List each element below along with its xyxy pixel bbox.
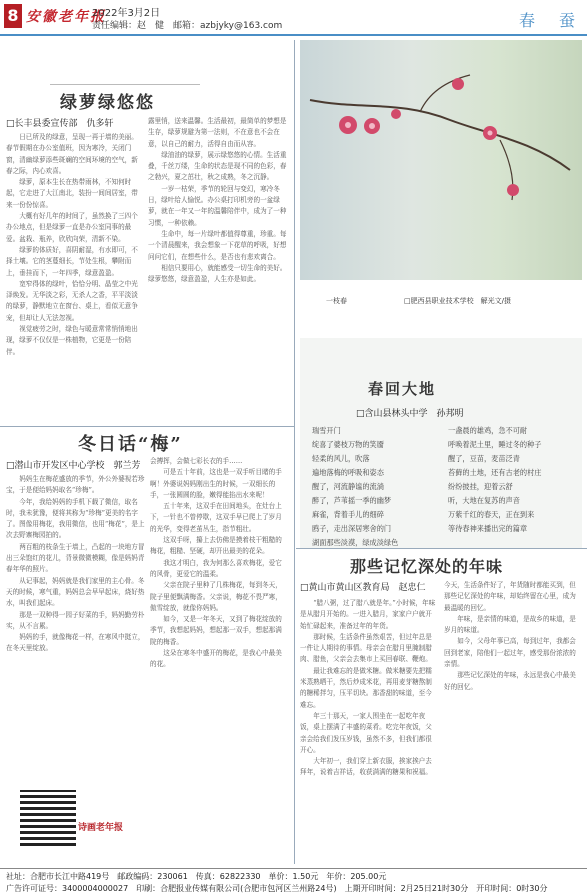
paragraph: 绿油油的绿萝，展示绿悠悠的心情。生活重叠，千丝万缕，生命的状态是现不同的色彩，春之勃兴，夏之茁壮，秋之成熟，冬之沉静。 <box>148 150 287 182</box>
paragraph: 这朵在寒冬中盛开的梅花，是我心中最美的花。 <box>150 649 282 669</box>
qr-code[interactable] <box>20 790 76 846</box>
paragraph: 父亲在院子里种了几株梅花，每到冬天，院子里便飘满梅香。父亲说，梅花不畏严寒，傲雪绽放，就像你妈妈。 <box>150 581 282 612</box>
plum-branch-illustration <box>300 40 582 280</box>
poem-byline: □含山县林头中学 孙邦明 <box>356 409 464 419</box>
poem-line: 麻雀，背着手儿的细碎 <box>312 510 384 519</box>
poem-line: 纷纷披挂，迎着云舒 <box>448 482 513 491</box>
poem-line: 醉了，芦苇摇一季的幽梦 <box>312 496 392 505</box>
paragraph: 我这才明白，我为何那么喜欢梅花，爱它的风骨，更爱它的温柔。 <box>150 558 282 578</box>
paragraph: “腊八粥，过了腊八就是年。”小时候，年味是从腊月开始的。一进入腊月，家家户户就开始忙碌起来，准备过年的年货。 <box>300 599 436 630</box>
poem-line: 湖面那些淡漠，绿成淡绿色 <box>312 538 399 547</box>
paragraph: 大概有好几年的时间了，虽然换了三四个办公地点，但是绿萝一直是办公室同事的最爱。盆栽、瓶养，欣欣向荣，清新不染。 <box>6 212 138 243</box>
paragraph: 可是五十年前，这也是一双手听目睹的手啊！外婆说妈妈刚出生的时候，一双细长的手，一张圆圆的脸，嫩得能掐出水来呢！ <box>150 468 282 499</box>
paragraph: 日已所及的绿意，呈现一再于墙的美丽。春节假期在办公室值班，因为寒冷，关闭门窗，清幽绿萝添些斑斓的空间环境的空气，新春之际，内心欢喜。 <box>6 133 138 175</box>
section-title: 春 蚕 <box>518 11 579 30</box>
photo-credit: □肥西县职业技术学校 解光文/摄 <box>404 297 511 305</box>
paragraph: 生命中，每一片绿叶都值得尊重，珍重。每一个清晨醒来，我会想象一下花草的呼吸，好想问问它们，在想些什么，是否也有悲欢离合。 <box>148 229 287 261</box>
paragraph: 那些记忆深处的年味，永远是我心中最美好的回忆。 <box>444 671 576 691</box>
footer-line-1: 社址：合肥市长江中路419号 邮政编码：230061 传真：62822330 单价：1.50元 年价：205.00元 <box>6 872 387 881</box>
plum-blossom-photo <box>300 40 582 280</box>
page-footer <box>0 868 587 895</box>
title-rule <box>50 84 200 85</box>
paragraph: 相信只要用心，就能感受一切生命的美好。绿萝悠悠，绿意盈盈，人生亦是如此。 <box>148 263 287 284</box>
paragraph: 如今，又是一年冬天，又到了梅花绽放的季节，我想起妈妈，想起那一双手，想起那满院的梅香。 <box>150 615 282 646</box>
issue-date: 2022年3月2日 <box>92 8 161 19</box>
paragraph: 今年，我给妈妈的手机下载了微信，取名时，我未犹豫，便将其称为“珍梅”更美的名字了。图像用梅花，我用微信，也用“梅花”，是上次去野寨梅园拍的。 <box>6 497 145 540</box>
article2-title: 冬日话“梅” <box>78 434 183 455</box>
page-header <box>0 0 587 36</box>
paragraph: 今天，生活条件好了，年货随时都能买到，但那些记忆深处的年味，却始终留在心里，成为最温暖的回忆。 <box>444 581 576 612</box>
poem-line: 等待春神来播出完的篇章 <box>448 524 528 533</box>
paragraph: 那是一双种得一园子好菜的手，妈妈勤劳朴实，从不言累。 <box>6 610 145 630</box>
article3-byline: □黄山市黄山区教育局 赵忠仁 <box>300 583 426 593</box>
article2-col1 <box>6 474 146 784</box>
paragraph: 会搏挥，会做七彩长衣的手…… <box>150 457 243 465</box>
paragraph: 这双手呀，攥上去仿佛是摸着枝干粗糙的梅花，粗糙、坚硬，却开出最美的花朵。 <box>150 536 282 556</box>
section-divider <box>0 426 294 427</box>
poem-right-column <box>448 424 578 536</box>
paragraph: 如今，父母年事已高，每到过年，我都会回到老家，陪他们一起过年，感受那份浓浓的亲情。 <box>444 637 576 669</box>
poem-line: 听，大地在复苏的声音 <box>448 496 520 505</box>
article2-col2 <box>150 456 288 860</box>
paragraph: 妈妈的手，就像梅花一样，在寒风中挺立，在冬天里绽放。 <box>6 633 145 653</box>
article3-col2 <box>444 580 582 862</box>
paragraph: 两百粗的枝条生于墙上，凸起的一块地方冒出三朵饱红的花儿，背景微微模糊，像是妈妈青春年华的照片。 <box>6 542 145 574</box>
paragraph: 妈妈生在梅花盛放的季节，外公外婆视若珍宝，于是便给妈妈取名“珍梅”。 <box>6 475 145 495</box>
paragraph: 年味，是亲情的味道，是故乡的味道，是岁月的味道。 <box>444 614 576 635</box>
article3-title: 那些记忆深处的年味 <box>350 557 504 576</box>
paragraph: 绿萝的体质好，喜阴耐湿，有水即可，不择土壤。它的茎蔓细长，节处生根，攀附而上，垂挂而下，一年四季，绿意盈盈。 <box>6 245 138 277</box>
poem-line: 呼唤着泥土里，睡过冬的种子 <box>448 440 542 449</box>
editor-line: 责任编辑：赵 健 邮箱：azbjyky@163.com <box>92 21 283 31</box>
paper-masthead: 安徽老年报 <box>26 9 106 25</box>
paragraph: 最让我难忘的是做米糖。做米糖要先把糯米蒸熟晒干，然后炒成米花，再用麦芽糖熬制的糖稀拌匀，压平切块。那香甜的味道，至今难忘。 <box>300 666 432 709</box>
paragraph: 露里悄，送来温馨。生活最初，最简单的梦想是生存，绿萝规避为第一法则，不在意也不会在意，以自己的耐力，活得自由而从容。 <box>148 117 287 148</box>
footer-line-2: 广告许可证号：3400004000027 印刷：合肥报业传媒有限公司(合肥市包河区兰州路24号) 上期开印时间：2月25日21时30分 开印时间：0时30分 <box>6 884 548 893</box>
column-divider <box>294 40 295 864</box>
paragraph: 大年初一，我们穿上新衣服，挨家挨户去拜年，说着吉祥话，收获满满的糖果和祝福。 <box>300 757 432 777</box>
poem-line: 鸥子，走出深居寒舍的门 <box>312 524 392 533</box>
poem-line: 万紫千红的春天，正在到来 <box>448 510 535 519</box>
paragraph: 五十年来，这双手在田间地头，在灶台上下，一针也不曾停歇，这双手早已爬上了岁月的光华，变得老茧丛生，指节粗壮。 <box>150 502 282 533</box>
poem-line: 瑞雪开门 <box>312 426 341 435</box>
paragraph: 宽窄得体的绿叶，恰恰分明、晶莹之中光泽焕发。无华淡之彩，无杀人之香，平平淡淡的绿萝，静默地立在窗台、桌上，看似无意争宠，但却让人无法忽视。 <box>6 279 138 322</box>
header-divider <box>0 34 587 36</box>
article2-byline: □潜山市开发区中心学校 郭兰芳 <box>6 461 141 471</box>
poem-left-column <box>312 424 446 550</box>
paragraph: 那时候，生活条件虽然艰苦，但过年总是一件让人期待的事情。母亲会在腊月里腌制腊肉、腊鱼，父亲会去集市上买回春联、鞭炮。 <box>300 632 432 664</box>
section-divider <box>296 548 587 549</box>
poem-line: 苔藓的土地，还有古老的村庄 <box>448 468 542 477</box>
paragraph: 视觉疲劳之时，绿色与暖意常常悄悄地出现，绿萝不仅仅是一株植物，它更是一份陪伴。 <box>6 325 138 356</box>
poem-line: 醒了，豆苗，麦苗泛青 <box>448 454 520 463</box>
poem-line: 遍地落梅的呼吸和姿态 <box>312 468 384 477</box>
paragraph: 年三十那天，一家人围坐在一起吃年夜饭，桌上摆满了丰盛的菜肴。吃完年夜饭，父亲会给我们发压岁钱，虽然不多，但我们都很开心。 <box>300 711 432 754</box>
paragraph: 一岁一枯荣，季节的轮回与变幻，寒冷冬日，绿叶给人愉悦。办公桌打印机旁的一盆绿萝，就在一年又一年的温馨陪伴中，成为了一种习惯，一种依赖。 <box>148 184 287 227</box>
article1-title: 绿萝绿悠悠 <box>60 93 155 113</box>
poem-line: 轻柔的风儿，吹落 <box>312 454 370 463</box>
paragraph: 从记事起，妈妈就是我们家里的主心骨。冬天的时候，寒气重，妈妈总会早早起床，烧好热水，叫我们起床。 <box>6 576 145 608</box>
poem-title: 春回大地 <box>368 380 437 398</box>
poem-line: 绽喜了婆枝万物的笑靥 <box>312 440 384 449</box>
article3-col1 <box>300 598 438 862</box>
photo-title: 一枝春 <box>326 297 347 305</box>
article1-col2 <box>148 116 288 424</box>
page-number: 8 <box>4 4 22 28</box>
paragraph: 绿萝，原本生长在热带雨林，不知何时起，它走进了大江南北，装扮一间间居室，带来一份份惊喜。 <box>6 178 138 209</box>
article1-byline: □长丰县委宣传部 仇多轩 <box>6 119 114 129</box>
qr-label: 诗画老年报 <box>78 823 124 833</box>
article1-col1 <box>6 132 144 424</box>
poem-line: 醒了，河流静谧的流淌 <box>312 482 384 491</box>
poem-line: 一盏晨的雄鸡，急不可耐 <box>448 426 528 435</box>
